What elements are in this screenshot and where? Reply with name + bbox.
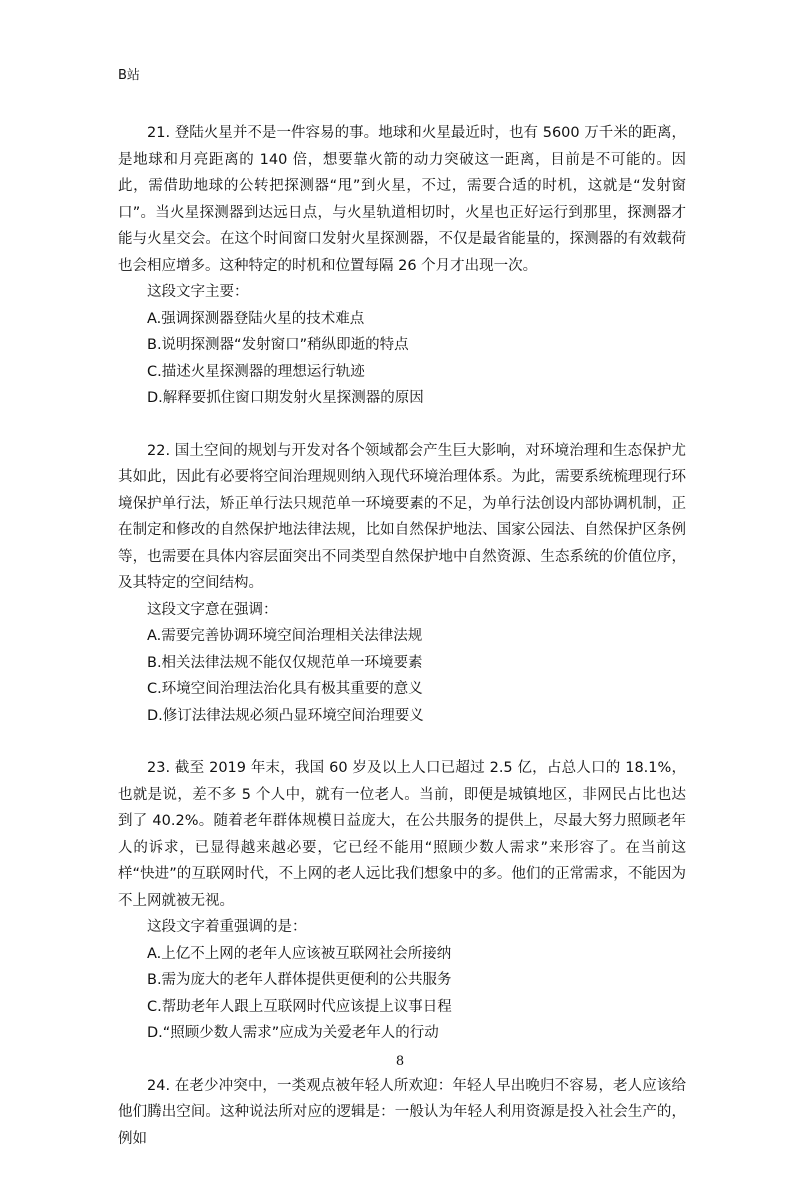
option-c: C.描述火星探测器的理想运行轨迹 [147, 363, 365, 380]
option-b: B.说明探测器“发射窗口”稍纵即逝的特点 [147, 337, 409, 353]
question-passage: 24. 在老少冲突中，一类观点被年轻人所欢迎：年轻人早出晚归不容易，老人应该给他们腾出空间。这种说法所对应的逻辑是：一般认为年轻人利用资源是投入社会生产的，例如 [118, 1077, 686, 1147]
page-header: B站 [118, 68, 140, 83]
question-passage: 21. 登陆火星并不是一件容易的事。地球和火星最近时，也有 5600 万千米的距离，是地球和月亮距离的 140 倍，想要靠火箭的动力突破这一距离，目前是不可能的。因此，需借助地球的公转把探测器“甩”到火星，不过，需要合适的时机，这就是“发射窗口”。当火星探测器到达远日点，与火星轨道相切时，火星也正好运行到那里，探测器才能与火星交会。在这个时间窗口发射火星探测器，不仅是最省能量的，探测器的有效载荷也会相应增多。这种特定的时机和位置每隔 26 个月才出现一次。 [118, 125, 686, 274]
option-a: A.需要完善协调环境空间治理相关法律法规 [147, 628, 423, 644]
option-c: C.帮助老年人跟上互联网时代应该提上议事日程 [147, 998, 452, 1015]
question-24 [118, 1073, 686, 1153]
question-prompt: 这段文字着重强调的是： [147, 919, 307, 935]
option-c: C.环境空间治理法治化具有极其重要的意义 [147, 681, 423, 697]
option-d: D.修订法律法规必须凸显环境空间治理要义 [147, 707, 424, 724]
question-passage: 23. 截至 2019 年末，我国 60 岁及以上人口已超过 2.5 亿，占总人口的 18.1%，也就是说，差不多 5 个人中，就有一位老人。当前，即便是城镇地区，非网民占比也达到了 40.2%。随着老年群体规模日益庞大，在公共服务的提供上，尽最大努力照顾老年人的诉求，已显得越来越必要，它已经不能用“照顾少数人需求”来形容了。在当前这样“快进”的互联网时代，不上网的老人远比我们想象中的多。他们的正常需求，不能因为不上网就被无视。 [118, 760, 686, 909]
question-passage: 22. 国土空间的规划与开发对各个领域都会产生巨大影响，对环境治理和生态保护尤其如此，因此有必要将空间治理规则纳入现代环境治理体系。为此，需要系统梳理现行环境保护单行法，矫正单行法只规范单一环境要素的不足，为单行法创设内部协调机制，正在制定和修改的自然保护地法律法规，比如自然保护地法、国家公园法、自然保护区条例等，也需要在具体内容层面突出不同类型自然保护地中自然资源、生态系统的价值位序，及其特定的空间结构。 [118, 442, 686, 591]
question-23 [118, 755, 686, 1047]
option-d: D.“照顾少数人需求”应成为关爱老年人的行动 [147, 1025, 439, 1041]
page-number: 8 [395, 1054, 405, 1069]
question-22 [118, 438, 686, 730]
option-d: D.解释要抓住窗口期发射火星探测器的原因 [147, 390, 424, 406]
option-b: B.需为庞大的老年人群体提供更便利的公共服务 [147, 972, 452, 988]
option-a: A.上亿不上网的老年人应该被互联网社会所接纳 [147, 945, 452, 962]
question-prompt: 这段文字意在强调： [147, 601, 278, 618]
question-prompt: 这段文字主要： [147, 284, 249, 300]
question-list [118, 120, 686, 1178]
option-b: B.相关法律法规不能仅仅规范单一环境要素 [147, 654, 423, 671]
option-a: A.强调探测器登陆火星的技术难点 [147, 310, 365, 327]
question-21 [118, 120, 686, 412]
